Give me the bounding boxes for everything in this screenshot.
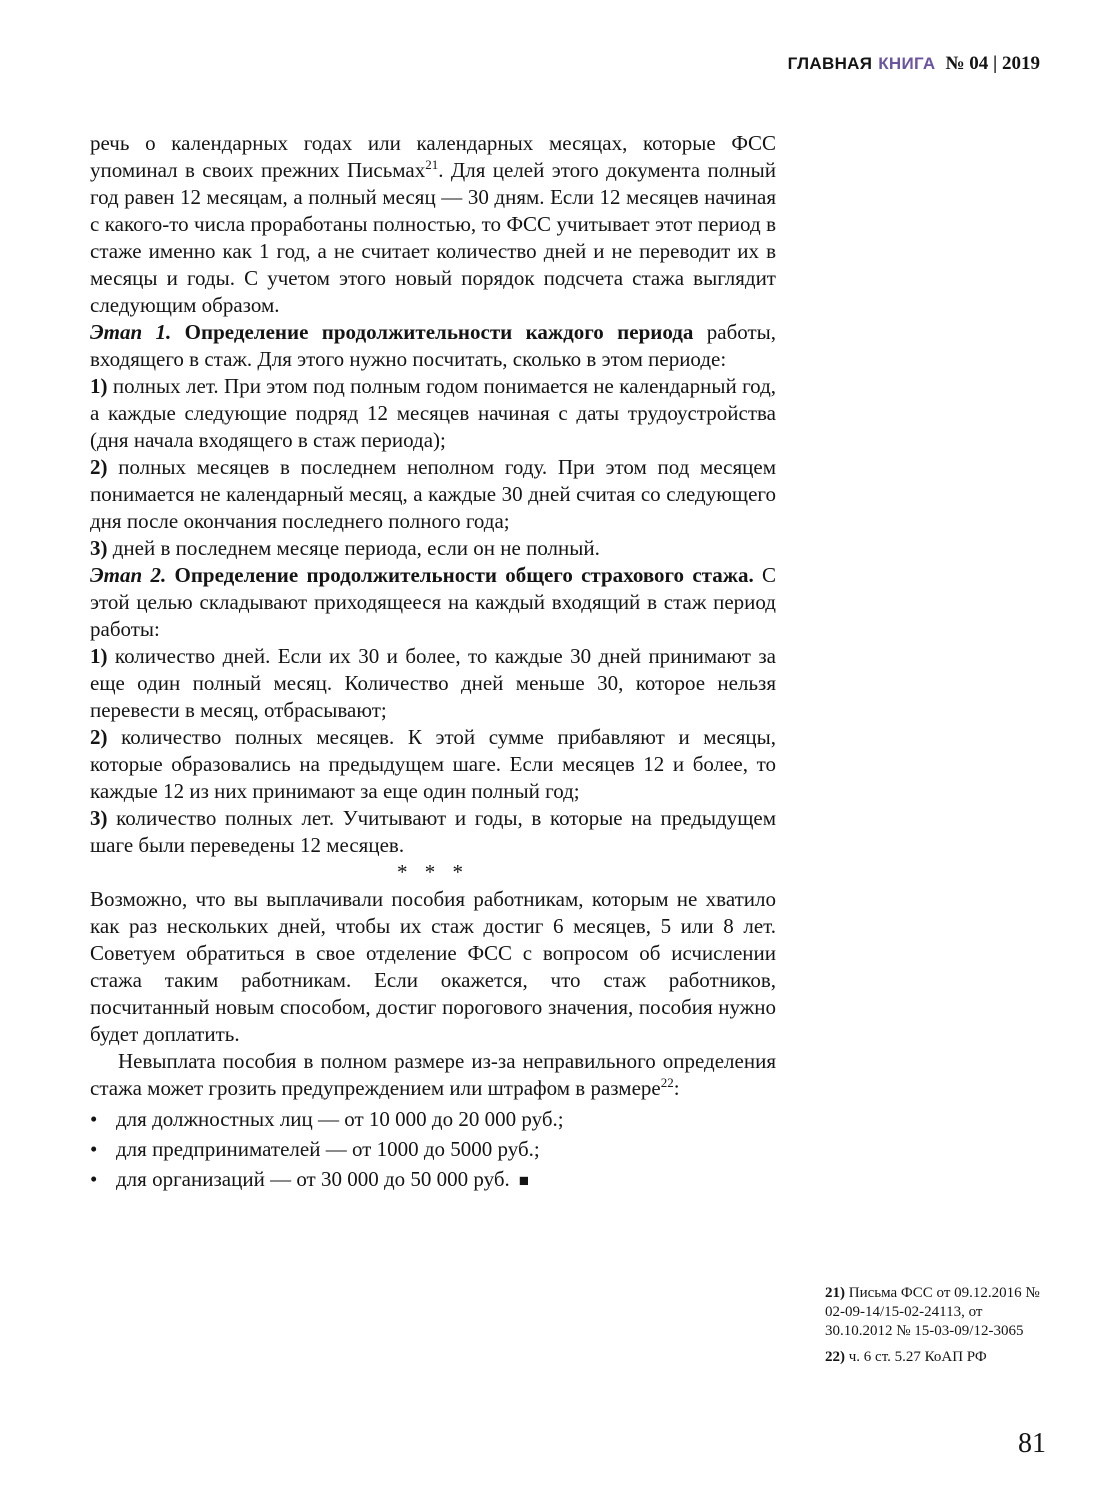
stage2-heading-paragraph bbox=[90, 562, 776, 643]
stage1-item-2-number: 2) bbox=[90, 455, 108, 479]
stage1-item-3-text: дней в последнем месяце периода, если он не полный. bbox=[107, 536, 600, 560]
fine-officials: для должностных лиц — от 10 000 до 20 000 руб.; bbox=[116, 1107, 564, 1131]
stage1-title: Определение продолжительности каждого периода bbox=[171, 320, 694, 344]
stage1-item-2 bbox=[90, 454, 776, 535]
magazine-title-purple: КНИГА bbox=[878, 54, 936, 73]
stage2-item-1 bbox=[90, 643, 776, 724]
stage2-item-2-text: количество полных месяцев. К этой сумме прибавляют и месяцы, которые образовались на предыдущем шаге. Если месяцев 12 и более, то каждые 12 из них принимают за еще один полный год; bbox=[90, 725, 776, 803]
footnote-22-text: ч. 6 ст. 5.27 КоАП РФ bbox=[845, 1349, 987, 1365]
bullet-icon: • bbox=[90, 1107, 98, 1131]
fine-amounts-list bbox=[90, 1104, 776, 1196]
footnote-ref-21: 21 bbox=[425, 157, 439, 172]
stage2-title: Определение продолжительности общего страхового стажа. bbox=[166, 563, 754, 587]
bullet-icon: • bbox=[90, 1167, 98, 1191]
margin-footnotes bbox=[825, 1284, 1043, 1374]
stage2-item-1-text: количество дней. Если их 30 и более, то каждые 30 дней принимают за еще один полный месяц. Количество дней меньше 30, которое нельзя перевести в месяц, отбрасывают; bbox=[90, 644, 776, 722]
fine-entrepreneurs: для предпринимателей — от 1000 до 5000 руб.; bbox=[116, 1137, 540, 1161]
footnote-21-text: Письма ФСС от 09.12.2016 № 02-09-14/15-02-24113, от 30.10.2012 № 15-03-09/12-3065 bbox=[825, 1285, 1040, 1339]
stage2-item-2-number: 2) bbox=[90, 725, 108, 749]
penalty-text-colon: : bbox=[673, 1076, 680, 1100]
stage2-label: Этап 2. bbox=[90, 563, 167, 587]
stage1-item-1-number: 1) bbox=[90, 374, 108, 398]
stage1-label: Этап 1. bbox=[90, 320, 172, 344]
stage2-lead: С этой целью складывают приходящееся на каждый входящий в стаж период работы: bbox=[90, 563, 777, 641]
stage1-lead: работы, входящего в стаж. Для этого нужно посчитать, сколько в этом периоде: bbox=[90, 320, 777, 371]
fine-organizations: для организаций — от 30 000 до 50 000 руб. bbox=[116, 1167, 510, 1191]
footnote-22 bbox=[825, 1348, 1043, 1367]
penalty-text: Невыплата пособия в полном размере из-за неправильного определения стажа может грозить предупреждением или штрафом в размере bbox=[90, 1049, 776, 1100]
footnote-21 bbox=[825, 1284, 1043, 1341]
stage2-item-1-number: 1) bbox=[90, 644, 108, 668]
list-item bbox=[90, 1164, 776, 1196]
penalty-paragraph bbox=[90, 1048, 776, 1102]
stage2-item-3-number: 3) bbox=[90, 806, 108, 830]
list-item bbox=[90, 1134, 776, 1164]
footnote-21-number: 21) bbox=[825, 1285, 845, 1301]
stage1-item-3-number: 3) bbox=[90, 536, 108, 560]
article-body bbox=[90, 130, 776, 1196]
intro-text-rest: . Для целей этого документа полный год равен 12 месяцам, а полный месяц — 30 дням. Если 12 месяцев начиная с какого-то числа проработаны полностью, то ФСС учитывает этот период в стаже именно как 1 год, а не считает количество дней и не переводит их в месяцы и годы. С учетом этого новый порядок подсчета стажа выглядит следующим образом. bbox=[90, 158, 776, 317]
stage1-item-2-text: полных месяцев в последнем неполном году. При этом под месяцем понимается не календарный месяц, а каждые 30 дней считая со следующего дня после окончания последнего полного года; bbox=[90, 455, 776, 533]
issue-number: № 04 | 2019 bbox=[945, 53, 1040, 74]
section-separator: * * * bbox=[397, 860, 469, 884]
magazine-title-black: ГЛАВНАЯ bbox=[787, 54, 873, 73]
stage1-item-3 bbox=[90, 535, 776, 562]
stage1-heading-paragraph bbox=[90, 319, 776, 373]
article-end-icon: ■ bbox=[518, 1171, 530, 1190]
footnote-ref-22: 22 bbox=[660, 1075, 674, 1090]
conclusion-paragraph: Возможно, что вы выплачивали пособия работникам, которым не хватило как раз нескольких дней, чтобы их стаж достиг 6 месяцев, 5 или 8 лет. Советуем обратиться в свое отделение ФСС с вопросом об исчислении стажа таким работникам. Если окажется, что стаж работников, посчитанный новым способом, достиг порогового значения, пособия нужно будет доплатить. bbox=[90, 887, 776, 1046]
stage1-item-1-text: полных лет. При этом под полным годом понимается не календарный год, а каждые следующие подряд 12 месяцев начиная с даты трудоустройства (дня начала входящего в стаж периода); bbox=[90, 374, 776, 452]
running-head bbox=[788, 53, 1040, 75]
page-number: 81 bbox=[1018, 1428, 1046, 1459]
stage2-item-3 bbox=[90, 805, 776, 859]
bullet-icon: • bbox=[90, 1137, 98, 1161]
stage2-item-3-text: количество полных лет. Учитывают и годы, в которые на предыдущем шаге были переведены 12 месяцев. bbox=[90, 806, 776, 857]
intro-paragraph bbox=[90, 130, 776, 319]
stage2-item-2 bbox=[90, 724, 776, 805]
footnote-22-number: 22) bbox=[825, 1349, 845, 1365]
list-item bbox=[90, 1104, 776, 1134]
stage1-item-1 bbox=[90, 373, 776, 454]
intro-text: речь о календарных годах или календарных месяцах, которые ФСС упоминал в своих прежних Письмах bbox=[90, 131, 776, 182]
